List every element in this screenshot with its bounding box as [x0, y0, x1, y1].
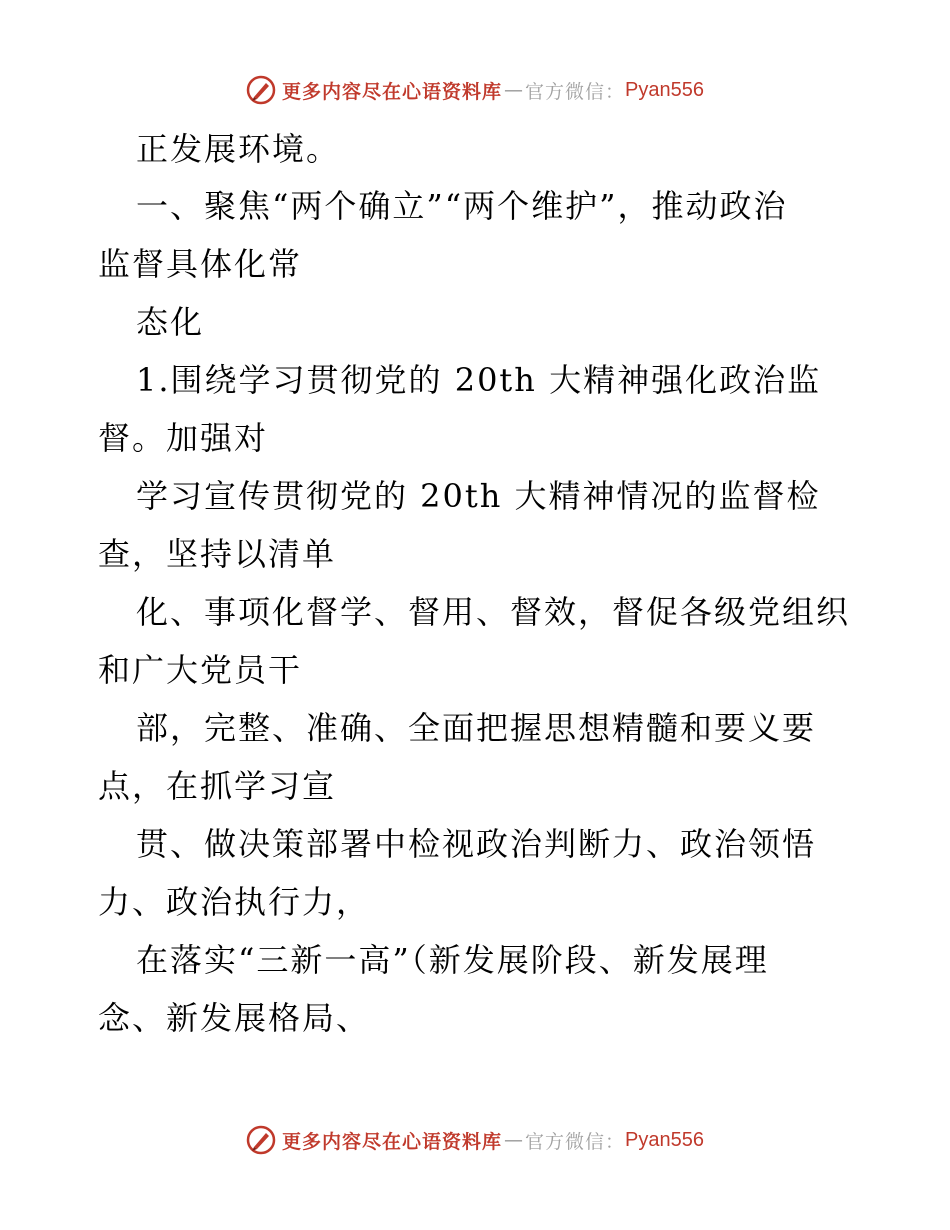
- text-line: 学习宣传贯彻党的 20th 大精神情况的监督检: [136, 477, 821, 515]
- text-line: 监督具体化常: [98, 245, 303, 283]
- banner-separator: —: [504, 79, 524, 101]
- text-line: 念、新发展格局、: [98, 999, 371, 1037]
- text-line: 点，在抓学习宣: [98, 767, 337, 805]
- banner-text: 更多内容尽在心语资料库: [282, 80, 503, 103]
- quill-pen-logo-icon: [246, 75, 276, 105]
- text-line: 态化: [136, 303, 205, 341]
- text-line: 督。加强对: [98, 419, 269, 457]
- text-line: 和广大党员干: [98, 651, 303, 689]
- quill-pen-logo-icon: [246, 1125, 276, 1155]
- text-line: 查，坚持以清单: [98, 535, 337, 573]
- banner-text: 更多内容尽在心语资料库: [282, 1130, 503, 1153]
- banner-wechat-label: 官方微信：: [525, 80, 626, 103]
- text-line: 一、聚焦“两个确立”“两个维护”，推动政治: [136, 187, 788, 225]
- text-line: 贯、做决策部署中检视政治判断力、政治领悟: [136, 825, 817, 863]
- header-banner: [0, 70, 950, 110]
- text-line: 正发展环境。: [136, 130, 341, 168]
- text-line: 化、事项化督学、督用、督效，督促各级党组织: [136, 593, 851, 631]
- banner-separator: —: [504, 1129, 524, 1151]
- text-line: 在落实“三新一高”（新发展阶段、新发展理: [136, 941, 769, 979]
- text-line: 力、政治执行力，: [98, 883, 371, 921]
- banner-wechat-id: Pyan556: [625, 1128, 704, 1151]
- banner-wechat-label: 官方微信：: [525, 1130, 626, 1153]
- footer-banner: [0, 1120, 950, 1160]
- text-line: 部，完整、准确、全面把握思想精髓和要义要: [136, 709, 817, 747]
- text-line: 1.围绕学习贯彻党的 20th 大精神强化政治监: [136, 361, 822, 399]
- banner-wechat-id: Pyan556: [625, 78, 704, 101]
